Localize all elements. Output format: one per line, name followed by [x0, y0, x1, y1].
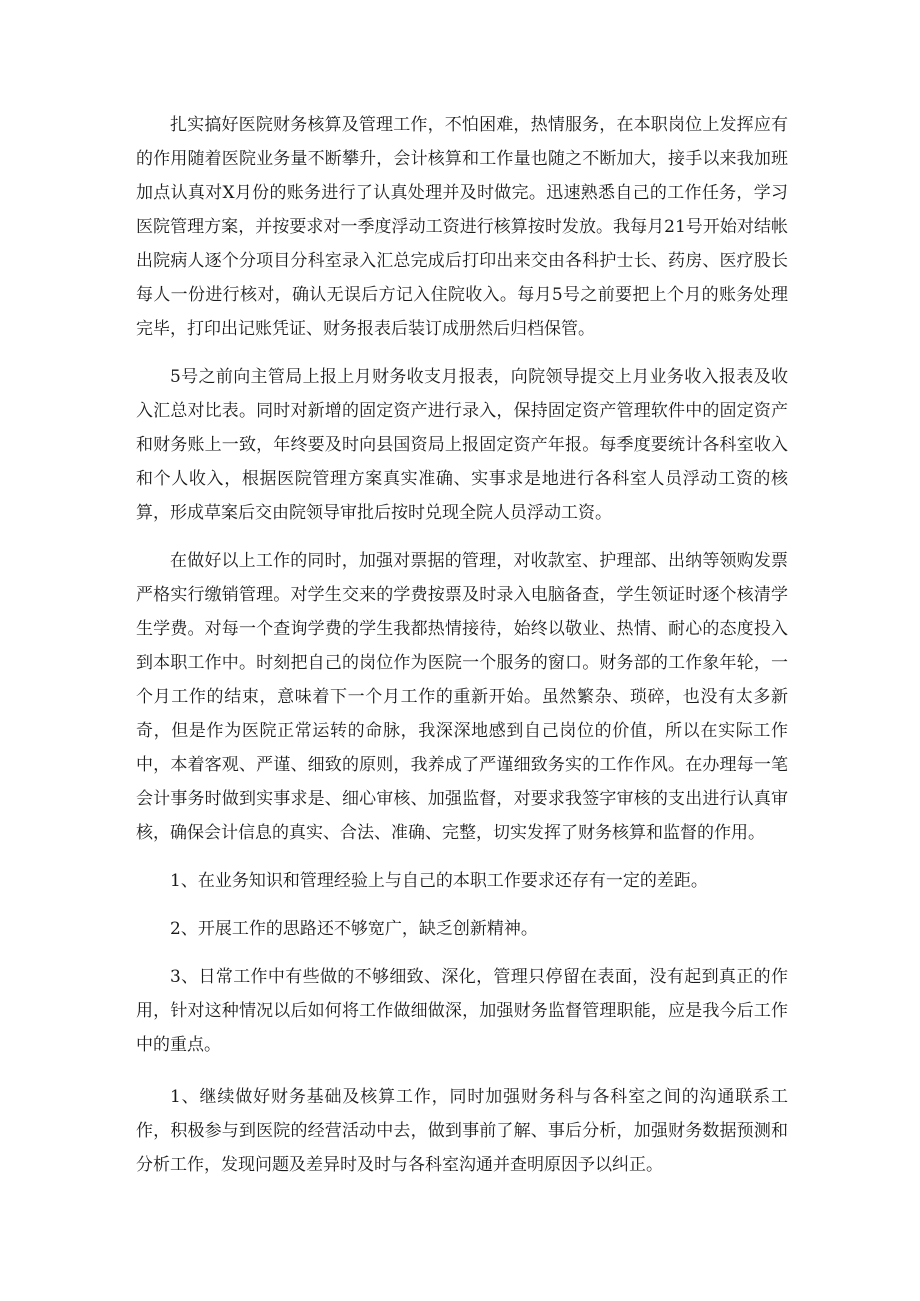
list-item-1: 1、在业务知识和管理经验上与自己的本职工作要求还存有一定的差距。 — [170, 871, 708, 891]
plan-item-1: 1、继续做好财务基础及核算工作，同时加强财务科与各科室之间的沟通联系工作，积极参与到医院的经营活动中去，做到事前了解、事后分析，加强财务数据预测和分析工作，发现问题及差异时及时与各科室沟通并查明原因予以纠正。 — [136, 1087, 788, 1175]
paragraph-1: 扎实搞好医院财务核算及管理工作，不怕困难，热情服务，在本职岗位上发挥应有的作用随着医院业务量不断攀升，会计核算和工作量也随之不断加大，接手以来我加班加点认真对X月份的账务进行了认真处理并及时做完。迅速熟悉自己的工作任务，学习医院管理方案，并按要求对一季度浮动工资进行核算按时发放。我每月21号开始对结帐出院病人逐个分项目分科室录入汇总完成后打印出来交由各科护士长、药房、医疗股长每人一份进行核对，确认无误后方记入住院收入。每月5号之前要把上个月的账务处理完毕，打印出记账凭证、财务报表后装订成册然后归档保管。 — [136, 115, 788, 339]
list-item-3: 3、日常工作中有些做的不够细致、深化，管理只停留在表面，没有起到真正的作用，针对这种情况以后如何将工作做细做深，加强财务监督管理职能，应是我今后工作中的重点。 — [136, 967, 788, 1055]
paragraph-2: 5号之前向主管局上报上月财务收支月报表，向院领导提交上月业务收入报表及收入汇总对比表。同时对新增的固定资产进行录入，保持固定资产管理软件中的固定资产和财务账上一致，年终要及时向县国资局上报固定资产年报。每季度要统计各科室收入和个人收入，根据医院管理方案真实准确、实事求是地进行各科室人员浮动工资的核算，形成草案后交由院领导审批后按时兑现全院人员浮动工资。 — [136, 367, 788, 523]
list-item-2: 2、开展工作的思路还不够宽广，缺乏创新精神。 — [170, 919, 538, 939]
document-body — [136, 108, 788, 1196]
paragraph-3: 在做好以上工作的同时，加强对票据的管理，对收款室、护理部、出纳等领购发票严格实行缴销管理。对学生交来的学费按票及时录入电脑备查，学生领证时逐个核清学生学费。对每一个查询学费的学生我都热情接待，始终以敬业、热情、耐心的态度投入到本职工作中。时刻把自己的岗位作为医院一个服务的窗口。财务部的工作象年轮，一个月工作的结束，意味着下一个月工作的重新开始。虽然繁杂、琐碎，也没有太多新奇，但是作为医院正常运转的命脉，我深深地感到自己岗位的价值，所以在实际工作中，本着客观、严谨、细致的原则，我养成了严谨细致务实的工作作风。在办理每一笔会计事务时做到实事求是、细心审核、加强监督，对要求我签字审核的支出进行认真审核，确保会计信息的真实、合法、准确、完整，切实发挥了财务核算和监督的作用。 — [136, 551, 788, 843]
